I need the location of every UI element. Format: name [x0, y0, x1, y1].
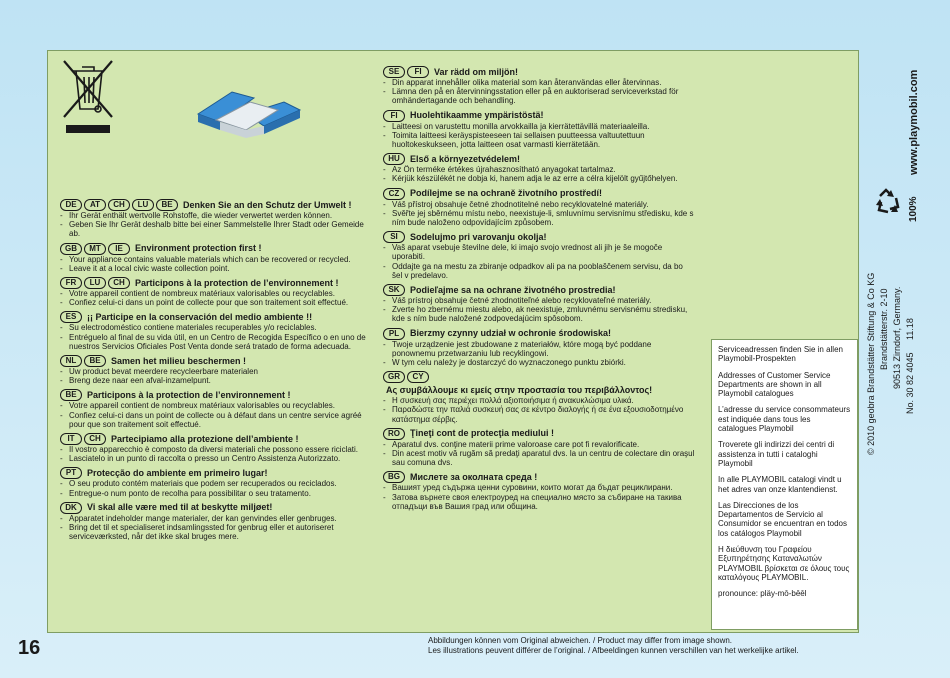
notice-title: Vi skal alle være med til at beskytte miljøet! [87, 502, 273, 513]
country-code-badge: GR [383, 371, 405, 383]
service-text-de: Serviceadressen finden Sie in allen Playmobil-Prospekten [718, 345, 843, 364]
notice-title: Ας συμβάλλουμε κι εμείς στην προστασία του περιβάλλοντος! [386, 385, 653, 396]
notice-header [60, 199, 370, 211]
notice-line: - Breng deze naar een afval-inzamelpunt. [60, 376, 370, 385]
notice-line: - Laitteesi on varustettu monilla arvokkailla ja kierrätettävillä materiaaleilla. [383, 122, 695, 131]
notice-line: - Svěřte jej sběrnému místu nebo, neexistuje-li, smluvnímu servisnímu středisku, kde s ním bude naloženo odpovídajícím způsobem. [383, 209, 695, 227]
copyright-line-2: Brandstätterstr. 2-10 [879, 288, 889, 370]
footer-line-1: Abbildungen können vom Original abweichen. / Product may differ from image shown. [428, 636, 733, 645]
notice-header [383, 231, 695, 243]
country-code-badge: CH [84, 433, 106, 445]
notice-section [60, 389, 370, 429]
notice-line: - O seu produto contém materiais que podem ser recuperados ou reciclados. [60, 479, 370, 488]
notice-title: Podieľajme sa na ochrane životného prostredia! [410, 284, 616, 295]
country-code-badge: IE [108, 243, 130, 255]
notice-line: - Toimita laitteesi keräyspisteeseen tai sellaisen puutteessa valtuutettuun huoltokeskukseen, jotta laitteen osat varmasti kierrätetään. [383, 131, 695, 149]
notice-section [383, 328, 695, 368]
recycle-icon [874, 186, 902, 216]
notice-title: Partecipiamo alla protezione dell’ambiente ! [111, 433, 299, 444]
service-text-en: Addresses of Customer Service Departments are shown in all Playmobil catalogues [718, 370, 831, 399]
notice-line: - Затова върнете своя електроуред на специално място за събиране на такива отпадъци във Вашия град или община. [383, 493, 695, 511]
notice-title: Environment protection first ! [135, 243, 262, 254]
notice-section [60, 199, 370, 239]
notice-line: - Uw product bevat meerdere recycleerbare materialen [60, 367, 370, 376]
notice-section [60, 355, 370, 385]
notice-section [60, 243, 370, 273]
footer-line-2: Les illustrations peuvent différer de l’original. / Afbeeldingen kunnen verschillen van het werkelijke artikel. [428, 646, 799, 655]
country-code-badge: SE [383, 66, 405, 78]
notice-header [383, 188, 695, 200]
recycle-percent: 100% [908, 196, 919, 222]
notice-section [60, 277, 370, 307]
notice-header [383, 471, 695, 483]
notice-title: Huolehtikaamme ympäristöstä! [410, 110, 544, 121]
notice-title: Мислете за околната среда ! [410, 471, 538, 482]
notice-header [60, 389, 370, 401]
country-code-badge: PT [60, 467, 82, 479]
notice-section [383, 110, 695, 150]
notice-section [383, 231, 695, 280]
notice-line: - Az Ön terméke értékes újrahasznosítható anyagokat tartalmaz. [383, 165, 695, 174]
service-address-box [711, 339, 858, 630]
notice-section [383, 153, 695, 183]
notice-line: - Confiez celui-ci dans un point de collecte ou à défaut dans un centre service agréé pour que son traitement soit effectué. [60, 411, 370, 429]
notice-header [60, 502, 370, 514]
country-code-badge: BE [60, 389, 82, 401]
country-code-badge: FR [60, 277, 82, 289]
notice-line: - Παραδώστε την παλιά συσκευή σας σε κέντρο διαλογής ή σε ένα εξουσιοδοτημένο κατάστημα σέρβις. [383, 405, 695, 423]
country-code-badge: RO [383, 428, 405, 440]
notice-line: - Zverte ho zbernému miestu alebo, ak neexistuje, zmluvnému servisnému stredisku, kde s ním bude naložené zodpovedajúcim spôsobom. [383, 305, 695, 323]
notice-title: Első a környezetvédelem! [410, 153, 521, 164]
notice-title: Podílejme se na ochraně životního prostředí! [410, 188, 603, 199]
notice-header [60, 467, 370, 479]
left-column [60, 199, 370, 545]
pronounce-value: pläy-mō-bēēl [760, 589, 807, 599]
notice-line: - Вашият уред съдържа ценни суровини, които могат да бъдат рециклирани. [383, 483, 695, 492]
notice-line: - Váš přístroj obsahuje četné zhodnotitelné nebo recyklovatelné materiály. [383, 200, 695, 209]
notice-header [383, 428, 695, 440]
middle-column [383, 66, 695, 515]
country-code-badge: BE [84, 355, 106, 367]
notice-line: - Lasciatelo in un punto di raccolta o presso un Centro Assistenza Autorizzato. [60, 454, 370, 463]
country-code-badge: HU [383, 153, 405, 165]
notice-header [60, 433, 370, 445]
notice-line: - Lämna den på en återvinningsstation eller på en auktoriserad serviceverkstad för omhändertagande och behandling. [383, 87, 695, 105]
notice-line: - W tym celu należy je dostarczyć do wyznaczonego punktu zbiórki. [383, 358, 695, 367]
notice-title: ¡¡ Participe en la conservación del medio ambiente !! [87, 311, 313, 322]
notice-section [60, 502, 370, 542]
service-text-gr: Η διεύθυνση του Γραφείου Εξυπηρέτησης Καταναλωτών PLAYMOBIL βρίσκεται σε όλους τους καταλόγους PLAYMOBIL. [718, 545, 850, 582]
notice-section [383, 66, 695, 106]
notice-line: - Geben Sie Ihr Gerät deshalb bitte bei einer Sammelstelle Ihrer Stadt oder Gemeide ab. [60, 220, 370, 238]
country-code-badge: AT [84, 199, 106, 211]
notice-line: - Η συσκευή σας περιέχει πολλά αξιοποιήσιμα ή ανακυκλώσιμα υλικά. [383, 396, 695, 405]
notice-title: Denken Sie an den Schutz der Umwelt ! [183, 199, 352, 210]
notice-title: Ţineţi cont de protecţia mediului ! [410, 428, 555, 439]
notice-line: - Votre appareil contient de nombreux matériaux valorisables ou recyclables. [60, 289, 370, 298]
notice-section [383, 188, 695, 228]
notice-title: Participons à la protection de l’environnement ! [87, 389, 291, 400]
notice-header [383, 328, 695, 340]
website-text: www.playmobil.com [908, 69, 920, 175]
notice-header [383, 66, 695, 78]
notice-line: - Aparatul dvs. conţine materii prime valoroase care pot fi revalorificate. [383, 440, 695, 449]
country-code-badge: MT [84, 243, 106, 255]
country-code-badge: CY [407, 371, 429, 383]
country-code-badge: BE [156, 199, 178, 211]
country-code-badge: CH [108, 199, 130, 211]
footer-disclaimer [428, 636, 799, 656]
notice-header [60, 311, 370, 323]
notice-title: Samen het milieu beschermen ! [111, 355, 247, 366]
notice-title: Bierzmy czynny udział w ochronie środowiska! [410, 328, 612, 339]
country-code-badge: FI [407, 66, 429, 78]
notice-line: - Váš prístroj obsahuje četné zhodnotiteľné alebo recyklovateľné materiály. [383, 296, 695, 305]
notice-section [60, 433, 370, 463]
country-code-badge: NL [60, 355, 82, 367]
notice-line: - Confiez celui-ci dans un point de collecte pour que son traitement soit effectué. [60, 298, 370, 307]
product-illustration [188, 84, 308, 148]
notice-line: - Apparatet indeholder mange materialer, der kan genvindes eller genbruges. [60, 514, 370, 523]
page-number: 16 [18, 637, 41, 659]
country-code-badge: SI [383, 231, 405, 243]
notice-line: - Vaš aparat vsebuje številne dele, ki imajo svojo vrednost ali jih je še mogoče uporabiti. [383, 243, 695, 261]
notice-header [60, 243, 370, 255]
notice-line: - Su electrodoméstico contiene materiales recuperables y/o reciclables. [60, 323, 370, 332]
country-code-badge: CZ [383, 188, 405, 200]
notice-line: - Twoje urządzenie jest zbudowane z materiałów, które mogą być poddane ponownemu przetwarzaniu lub recyklingowi. [383, 340, 695, 358]
notice-line: - Your appliance contains valuable materials which can be recovered or recycled. [60, 255, 370, 264]
country-code-badge: PL [383, 328, 405, 340]
country-code-badge: LU [84, 277, 106, 289]
country-code-badge: DE [60, 199, 82, 211]
notice-header [60, 355, 370, 367]
service-text-fr: L’adresse du service consommateurs est indiquée dans tous les catalogues Playmobil [718, 405, 851, 434]
service-text-es: Las Direcciones de los Departamentos de Servicio al Consumidor se encuentran en todos los catálogos Playmobil [718, 500, 847, 538]
country-code-badge: BG [383, 471, 405, 483]
notice-header [383, 153, 695, 165]
notice-line: - Kérjük készülékét ne dobja ki, hanem adja le az erre a célra kijelölt gyűjtőhelyen. [383, 174, 695, 183]
copyright-line-4: No. 30 82 4045 11.18 [905, 318, 915, 414]
notice-section [383, 284, 695, 324]
notice-line: - Din acest motiv vă rugăm să predaţi aparatul dvs. la un centru de colectare din oraşul sau comuna dvs. [383, 449, 695, 467]
country-code-badge: ES [60, 311, 82, 323]
country-code-badge: SK [383, 284, 405, 296]
notice-line: - Bring det til et specialiseret indsamlingssted for genbrug eller et autoriseret serviceværksted, når det ikke skal bruges mere. [60, 523, 370, 541]
country-code-badge: DK [60, 502, 82, 514]
weee-crossed-bin-icon [60, 57, 116, 135]
notice-line: - Ihr Gerät enthält wertvolle Rohstoffe, die wieder verwertet werden können. [60, 211, 370, 220]
notice-section [383, 428, 695, 468]
copyright-line-3: 90513 Zirndorf, Germany. [892, 286, 902, 389]
country-code-badge: GB [60, 243, 82, 255]
copyright-line-1: © 2010 geobra Brandstätter Stiftung & Co KG [866, 272, 876, 455]
country-code-badge: CH [108, 277, 130, 289]
notice-line: - Entregue-o num ponto de recolha para possibilitar o seu tratamento. [60, 489, 370, 498]
notice-title: Var rädd om miljön! [434, 66, 519, 77]
pronunciation [718, 589, 851, 598]
notice-section [60, 467, 370, 497]
notice-line: - Leave it at a local civic waste collection point. [60, 264, 370, 273]
notice-title: Protecção do ambiente em primeiro lugar! [87, 467, 268, 478]
country-code-badge: LU [132, 199, 154, 211]
notice-line: - Oddajte ga na mestu za zbiranje odpadkov ali pa na pooblaščenem servisu, da bo šel v predelavo. [383, 262, 695, 280]
country-code-badge: IT [60, 433, 82, 445]
notice-section [383, 471, 695, 511]
notice-title: Participons à la protection de l’environnement ! [135, 277, 339, 288]
notice-section [383, 371, 695, 424]
notice-section [60, 311, 370, 351]
notice-title: Sodelujmo pri varovanju okolja! [410, 231, 547, 242]
notice-header [383, 371, 695, 396]
notice-header [383, 110, 695, 122]
notice-line: - Din apparat innehåller olika material som kan återanvändas eller återvinnas. [383, 78, 695, 87]
notice-header [383, 284, 695, 296]
notice-line: - Votre appareil contient de nombreux matériaux valorisables ou recyclables. [60, 401, 370, 410]
pronounce-label: pronounce: [718, 589, 759, 599]
country-code-badge: FI [383, 110, 405, 122]
notice-header [60, 277, 370, 289]
notice-line: - Entréguelo al final de su vida útil, en un Centro de Recogida Específico o en uno de nuestros Servicios Oficiales Post Venta donde será tratado de forma adecuada. [60, 333, 370, 351]
service-text-it: Troverete gli indirizzi dei centri di assistenza in tutti i cataloghi Playmobil [718, 440, 835, 468]
notice-line: - Il vostro apparecchio è composto da diversi materiali che possono essere riciclati. [60, 445, 370, 454]
service-text-nl: In alle PLAYMOBIL catalogi vindt u het adres van onze klantendienst. [718, 475, 842, 494]
